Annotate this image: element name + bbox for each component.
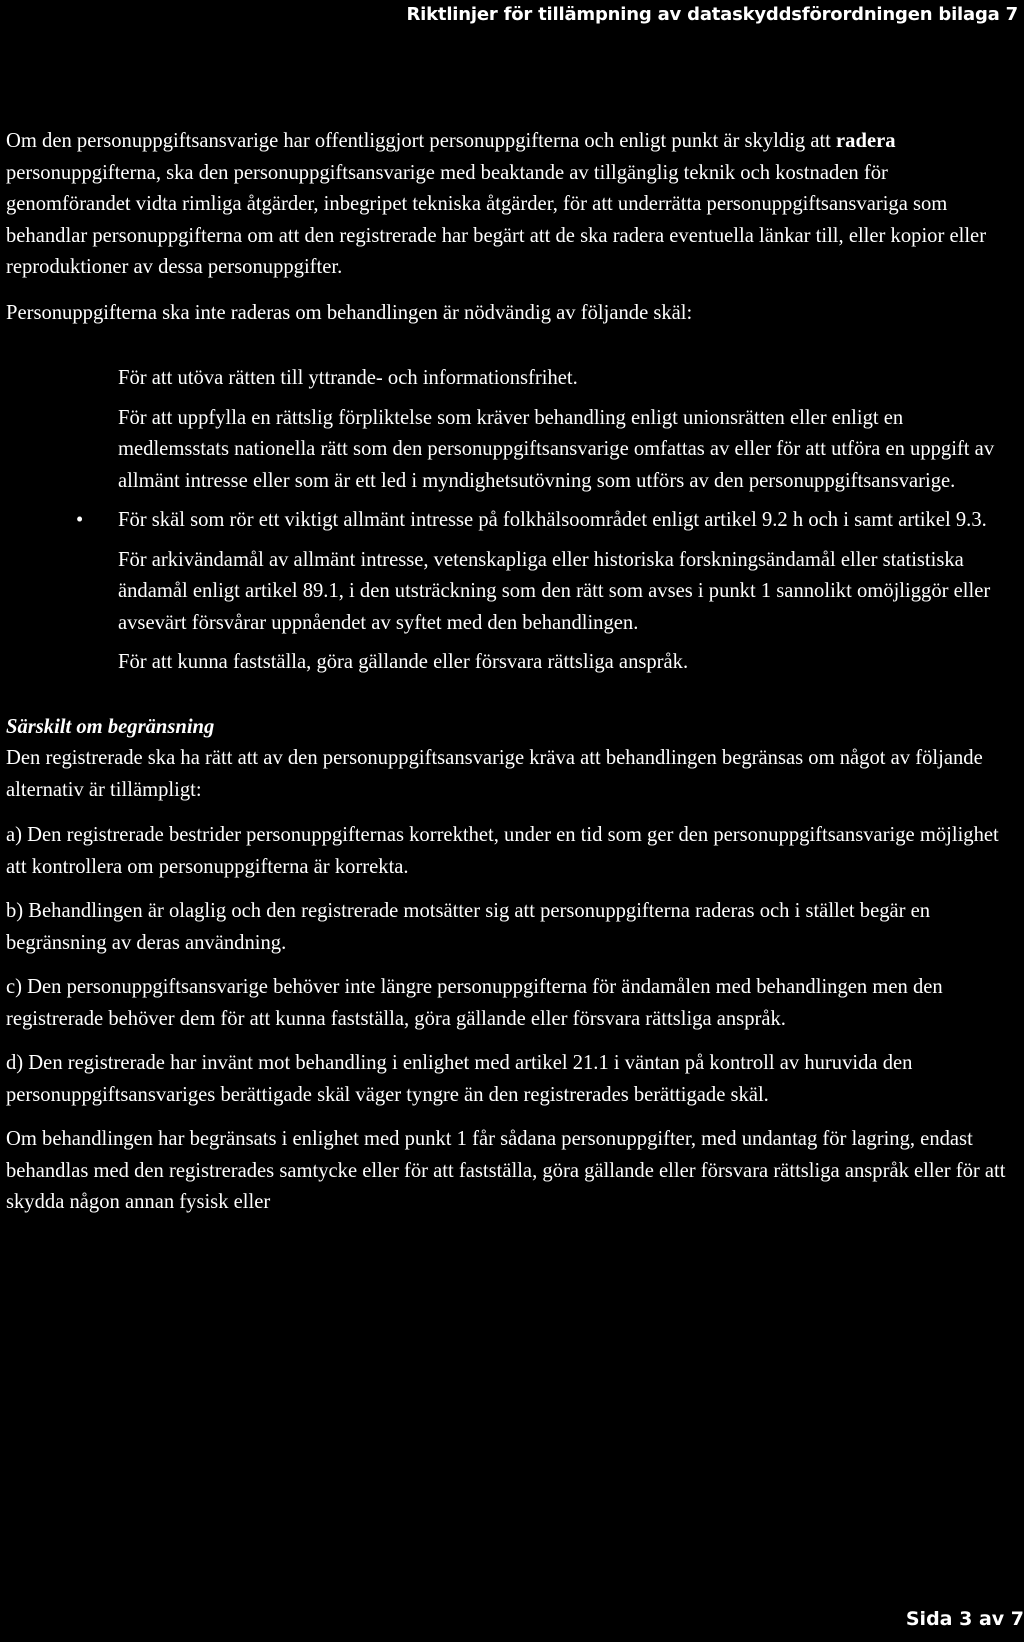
page-header-title: Riktlinjer för tillämpning av dataskyddsförordningen bilaga 7 <box>406 4 1018 25</box>
paragraph-erasure-notification <box>6 126 1016 284</box>
exceptions-list <box>6 363 1016 679</box>
list-item-text: För att uppfylla en rättslig förpliktelse som kräver behandling enligt unionsrätten eller enligt en medlemsstats nationella rätt som den personuppgiftsansvarige omfattas av eller för att utföra en uppgift av allmänt intresse eller som är ett led i myndighetsutövning som utförs av den personuppgiftsansvarige. <box>118 406 995 492</box>
restriction-item-b: b) Behandlingen är olaglig och den registrerade motsätter sig att personuppgifterna raderas och i stället begär en begränsning av deras användning. <box>6 900 931 954</box>
list-item <box>118 647 1016 679</box>
page-number: Sida 3 av 7 <box>905 1608 1024 1630</box>
emphasis-radera: radera <box>836 130 896 152</box>
paragraph-restriction-intro: Den registrerade ska ha rätt att av den personuppgiftsansvarige kräva att behandlingen begränsas om något av följande alternativ är tillämpligt: <box>6 747 983 801</box>
restriction-item-c: c) Den personuppgiftsansvarige behöver inte längre personuppgifterna för ändamålen med behandlingen men den registrerade behöver dem för att kunna fastställa, göra gällande eller försvara rättsliga anspråk. <box>6 976 943 1030</box>
bullet-glyph: • <box>76 509 84 531</box>
paragraph-exceptions-intro: Personuppgifterna ska inte raderas om behandlingen är nödvändig av följande skäl: <box>6 301 693 324</box>
restriction-item-a: a) Den registrerade bestrider personuppgifternas korrekthet, under en tid som ger den personuppgiftsansvarige möjlighet att kontrollera om personuppgifterna är korrekta. <box>6 824 999 878</box>
list-item <box>76 505 1016 537</box>
restriction-item-d: d) Den registrerade har invänt mot behandling i enlighet med artikel 21.1 i väntan på kontroll av huruvida den personuppgiftsansvariges berättigade skäl väger tyngre än den registrerades berättigade skäl. <box>6 1052 913 1106</box>
paragraph-text-after: personuppgifterna, ska den personuppgiftsansvarige med beaktande av tillgänglig teknik och kostnaden för genomförandet vidta rimliga åtgärder, inbegripet tekniska åtgärder, för att underrätta personuppgiftsansvariga som behandlar personuppgifterna om att den registrerade har begärt att de ska radera eventuella länkar till, eller kopior eller reproduktioner av dessa personuppgifter. <box>6 161 987 278</box>
list-item-text: För att kunna fastställa, göra gällande eller försvara rättsliga anspråk. <box>118 651 689 673</box>
list-item-text: För arkivändamål av allmänt intresse, vetenskapliga eller historiska forskningsändamål eller statistiska ändamål enligt artikel 89.1, i den utsträckning som den rätt som avses i punkt 1 sannolikt omöjliggör eller avsevärt försvårar uppnåendet av syftet med den behandlingen. <box>118 548 991 634</box>
list-item <box>118 363 1016 395</box>
list-item-text: För skäl som rör ett viktigt allmänt intresse på folkhälsoområdet enligt artikel 9.2 h och i samt artikel 9.3. <box>118 509 987 531</box>
list-item <box>118 403 1016 498</box>
paragraph-restriction-closing: Om behandlingen har begränsats i enlighet med punkt 1 får sådana personuppgifter, med undantag för lagring, endast behandlas med den registrerades samtycke eller för att fastställa, göra gällande eller försvara rättsliga anspråk eller för att skydda någon annan fysisk eller <box>6 1128 1006 1213</box>
document-body <box>6 126 1016 1233</box>
list-item <box>118 545 1016 640</box>
paragraph-text-before: Om den personuppgiftsansvarige har offentliggjort personuppgifterna och enligt punkt är skyldig att <box>6 130 837 152</box>
list-item-text: För att utöva rätten till yttrande- och informationsfrihet. <box>118 367 578 389</box>
section-heading-restriction: Särskilt om begränsning <box>6 715 215 738</box>
